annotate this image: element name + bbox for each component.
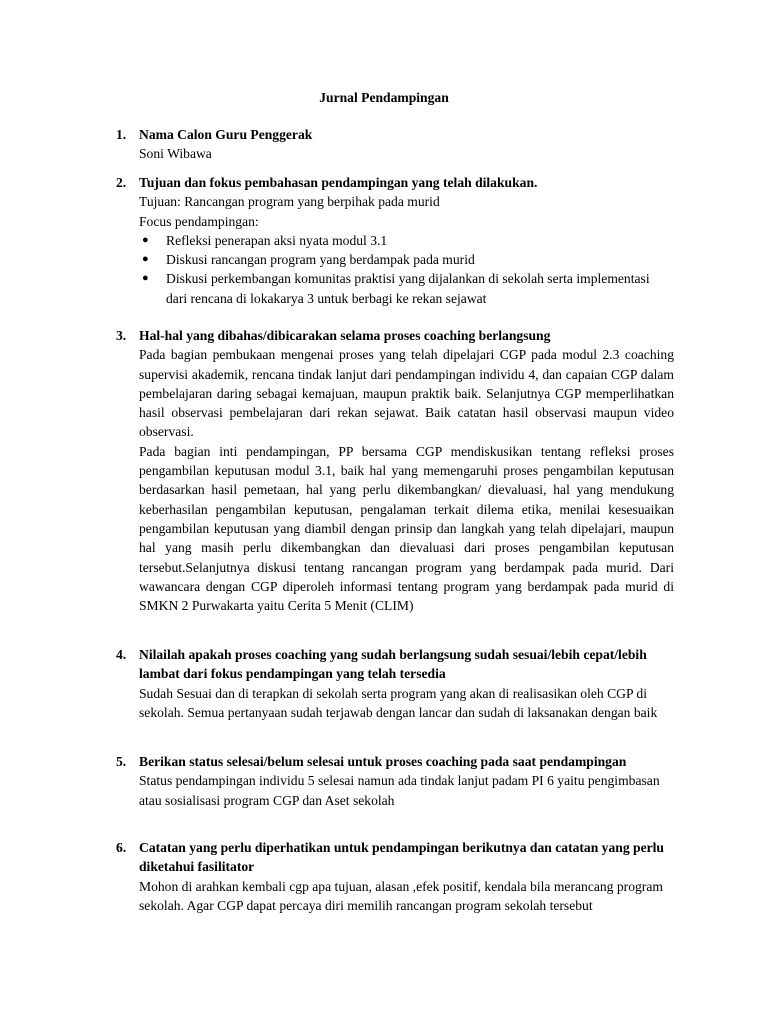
list-item: ● Refleksi penerapan aksi nyata modul 3.1 — [139, 231, 674, 250]
section-heading: Nama Calon Guru Penggerak — [139, 127, 313, 142]
section-paragraph: Pada bagian inti pendampingan, PP bersama CGP mendiskusikan tentang refleksi proses pengambilan keputusan modul 3.1, baik hal yang memengaruhi proses pengambilan keputusan berdasarkan hasil pemetaan, hal yang perlu dikembangkan/ dievaluasi, hal yang mendukung keberhasilan pengambilan keputusan, pengalaman terkait dilema etika, menilai kesesuaikan pengambilan keputusan yang diambil dengan prinsip dan langkah yang telah dipelajari, maupun hal yang masih perlu dikembangkan dan dievaluasi dari proses pengambilan keputusan tersebut.Selanjutnya diskusi tentang rancangan program yang berdampak pada murid. Dari wawancara dengan CGP diperoleh informasi tentang program yang berdampak pada murid di SMKN 2 Purwakarta yaitu Cerita 5 Menit (CLIM) — [139, 443, 674, 614]
section-number: 6. — [116, 840, 127, 855]
section-number: 1. — [116, 127, 127, 142]
section-paragraph: Pada bagian pembukaan mengenai proses yang telah dipelajari CGP pada modul 2.3 coaching supervisi akademik, rencana tindak lanjut dari pendampingan individu 4, dan capaian CGP dalam pembelajaran daring sebagai kemajuan, maupun praktik baik. Selanjutnya CGP memperlihatkan hasil observasi pembelajaran dari rekan sejawat. Baik catatan hasil observasi maupun video observasi. — [139, 347, 674, 440]
section-number: 5. — [116, 754, 127, 769]
section-3 — [116, 326, 676, 615]
bullet-icon: ● — [142, 233, 149, 246]
list-item: ● Diskusi perkembangan komunitas praktisi yang dijalankan di sekolah serta implementasi dari rencana di lokakarya 3 untuk berbagi ke rekan sejawat — [142, 271, 650, 306]
section-goal: Tujuan: Rancangan program yang berpihak pada murid — [139, 194, 440, 210]
section-number: 4. — [116, 647, 127, 662]
focus-list — [139, 231, 674, 308]
bullet-icon: ● — [142, 253, 149, 266]
section-heading: Berikan status selesai/belum selesai untuk proses coaching pada saat pendampingan — [139, 754, 627, 769]
section-6 — [116, 838, 676, 915]
section-number: 2. — [116, 175, 127, 190]
section-heading: Tujuan dan fokus pembahasan pendampingan yang telah dilakukan. — [139, 175, 538, 190]
section-text: Soni Wibawa — [139, 146, 212, 162]
list-item: ● Diskusi rancangan program yang berdampak pada murid — [139, 250, 674, 269]
section-5 — [116, 752, 676, 810]
section-number: 3. — [116, 328, 127, 343]
section-heading: Catatan yang perlu diperhatikan untuk pendampingan berikutnya dan catatan yang perlu diketahui fasilitator — [139, 840, 664, 875]
document-title: Jurnal Pendampingan — [319, 90, 449, 105]
section-text: Sudah Sesuai dan di terapkan di sekolah serta program yang akan di realisasikan oleh CGP di sekolah. Semua pertanyaan sudah terjawab dengan lancar dan sudah di laksanakan dengan baik — [139, 685, 658, 720]
bullet-icon: ● — [142, 272, 149, 285]
focus-label: Focus pendampingan: — [139, 213, 259, 229]
section-2 — [116, 173, 676, 308]
section-heading: Nilailah apakah proses coaching yang sudah berlangsung sudah sesuai/lebih cepat/lebih lambat dari fokus pendampingan yang telah tersedia — [139, 647, 647, 682]
section-text: Status pendampingan individu 5 selesai namun ada tindak lanjut padam PI 6 yaitu pengimbasan atau sosialisasi program CGP dan Aset sekolah — [139, 773, 660, 808]
section-text: Mohon di arahkan kembali cgp apa tujuan, alasan ,efek positif, kendala bila merancang program sekolah. Agar CGP dapat percaya diri memilih rancangan program sekolah tersebut — [139, 878, 663, 913]
section-heading: Hal-hal yang dibahas/dibicarakan selama proses coaching berlangsung — [139, 328, 551, 343]
section-1 — [116, 125, 676, 164]
section-4 — [116, 645, 676, 722]
